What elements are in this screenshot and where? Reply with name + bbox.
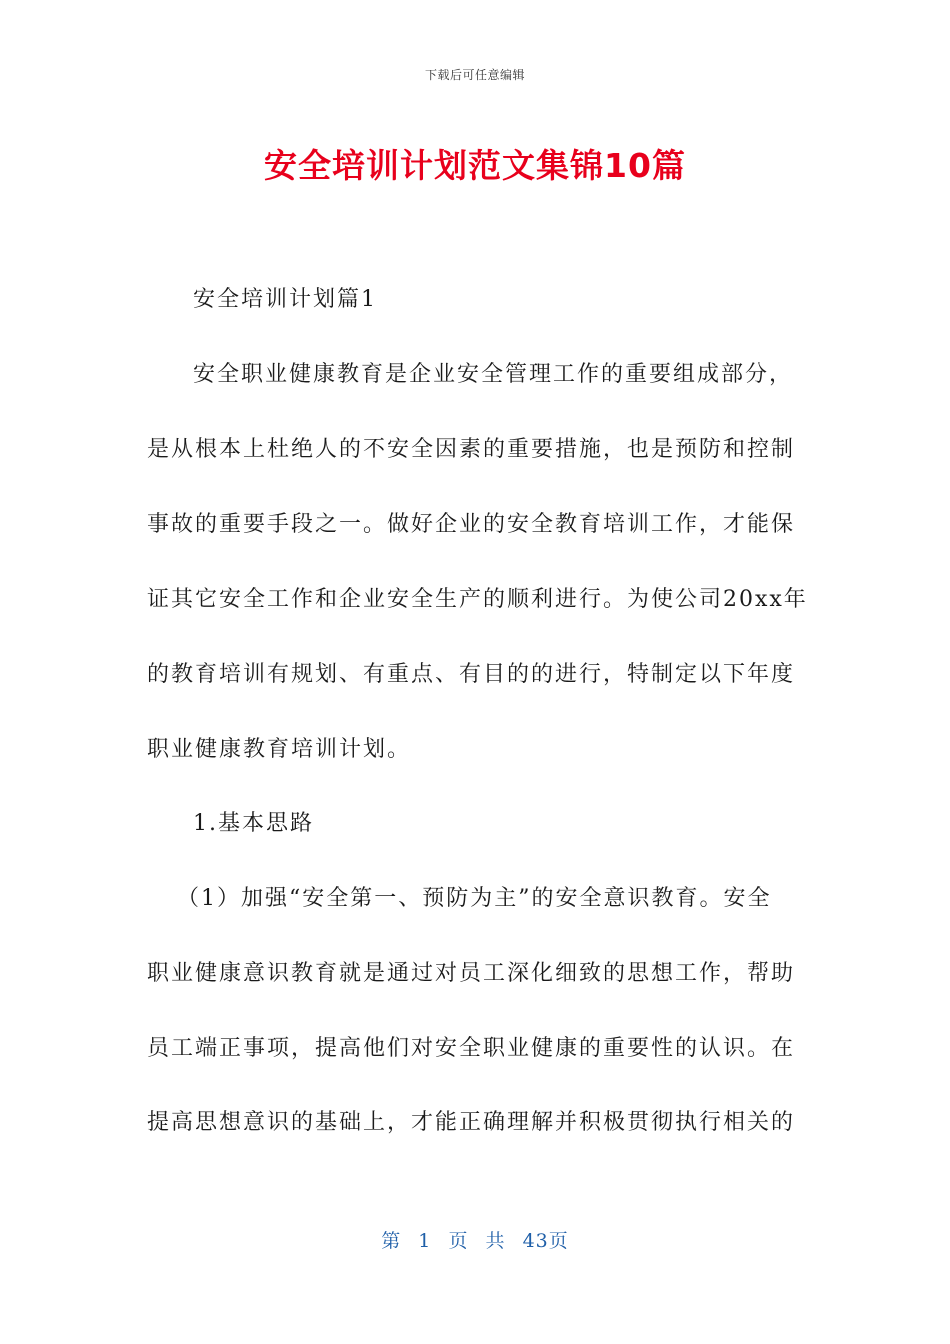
footer-label-page: 第: [381, 1230, 402, 1252]
footer-label-total: 共: [485, 1230, 506, 1252]
paragraph-line: 是从根本上杜绝人的不安全因素的重要措施，也是预防和控制: [147, 437, 796, 462]
footer-total-pages: 43页: [522, 1230, 569, 1252]
header-note: 下载后可任意编辑: [424, 68, 525, 82]
page-footer: [0, 1226, 950, 1253]
footer-current-page: 1: [418, 1230, 432, 1252]
paragraph-line: 员工端正事项，提高他们对安全职业健康的重要性的认识。在: [147, 1036, 796, 1061]
footer-label-of: 页: [448, 1230, 469, 1252]
section-heading: 安全培训计划篇1: [193, 287, 377, 312]
subheading: 1.基本思路: [193, 811, 314, 836]
paragraph-line: 职业健康意识教育就是通过对员工深化细致的思想工作，帮助: [147, 961, 796, 986]
paragraph-line: （1）加强“安全第一、预防为主”的安全意识教育。安全: [177, 886, 772, 911]
document-title: 安全培训计划范文集锦10篇: [264, 146, 686, 185]
paragraph-line: 安全职业健康教育是企业安全管理工作的重要组成部分，: [193, 362, 794, 387]
paragraph-line: 提高思想意识的基础上，才能正确理解并积极贯彻执行相关的: [147, 1110, 796, 1135]
paragraph-line: 事故的重要手段之一。做好企业的安全教育培训工作，才能保: [147, 512, 796, 537]
paragraph-line: 职业健康教育培训计划。: [147, 737, 412, 762]
paragraph-line: 的教育培训有规划、有重点、有目的的进行，特制定以下年度: [147, 662, 796, 687]
paragraph-line: 证其它安全工作和企业安全生产的顺利进行。为使公司20xx年: [147, 587, 808, 612]
